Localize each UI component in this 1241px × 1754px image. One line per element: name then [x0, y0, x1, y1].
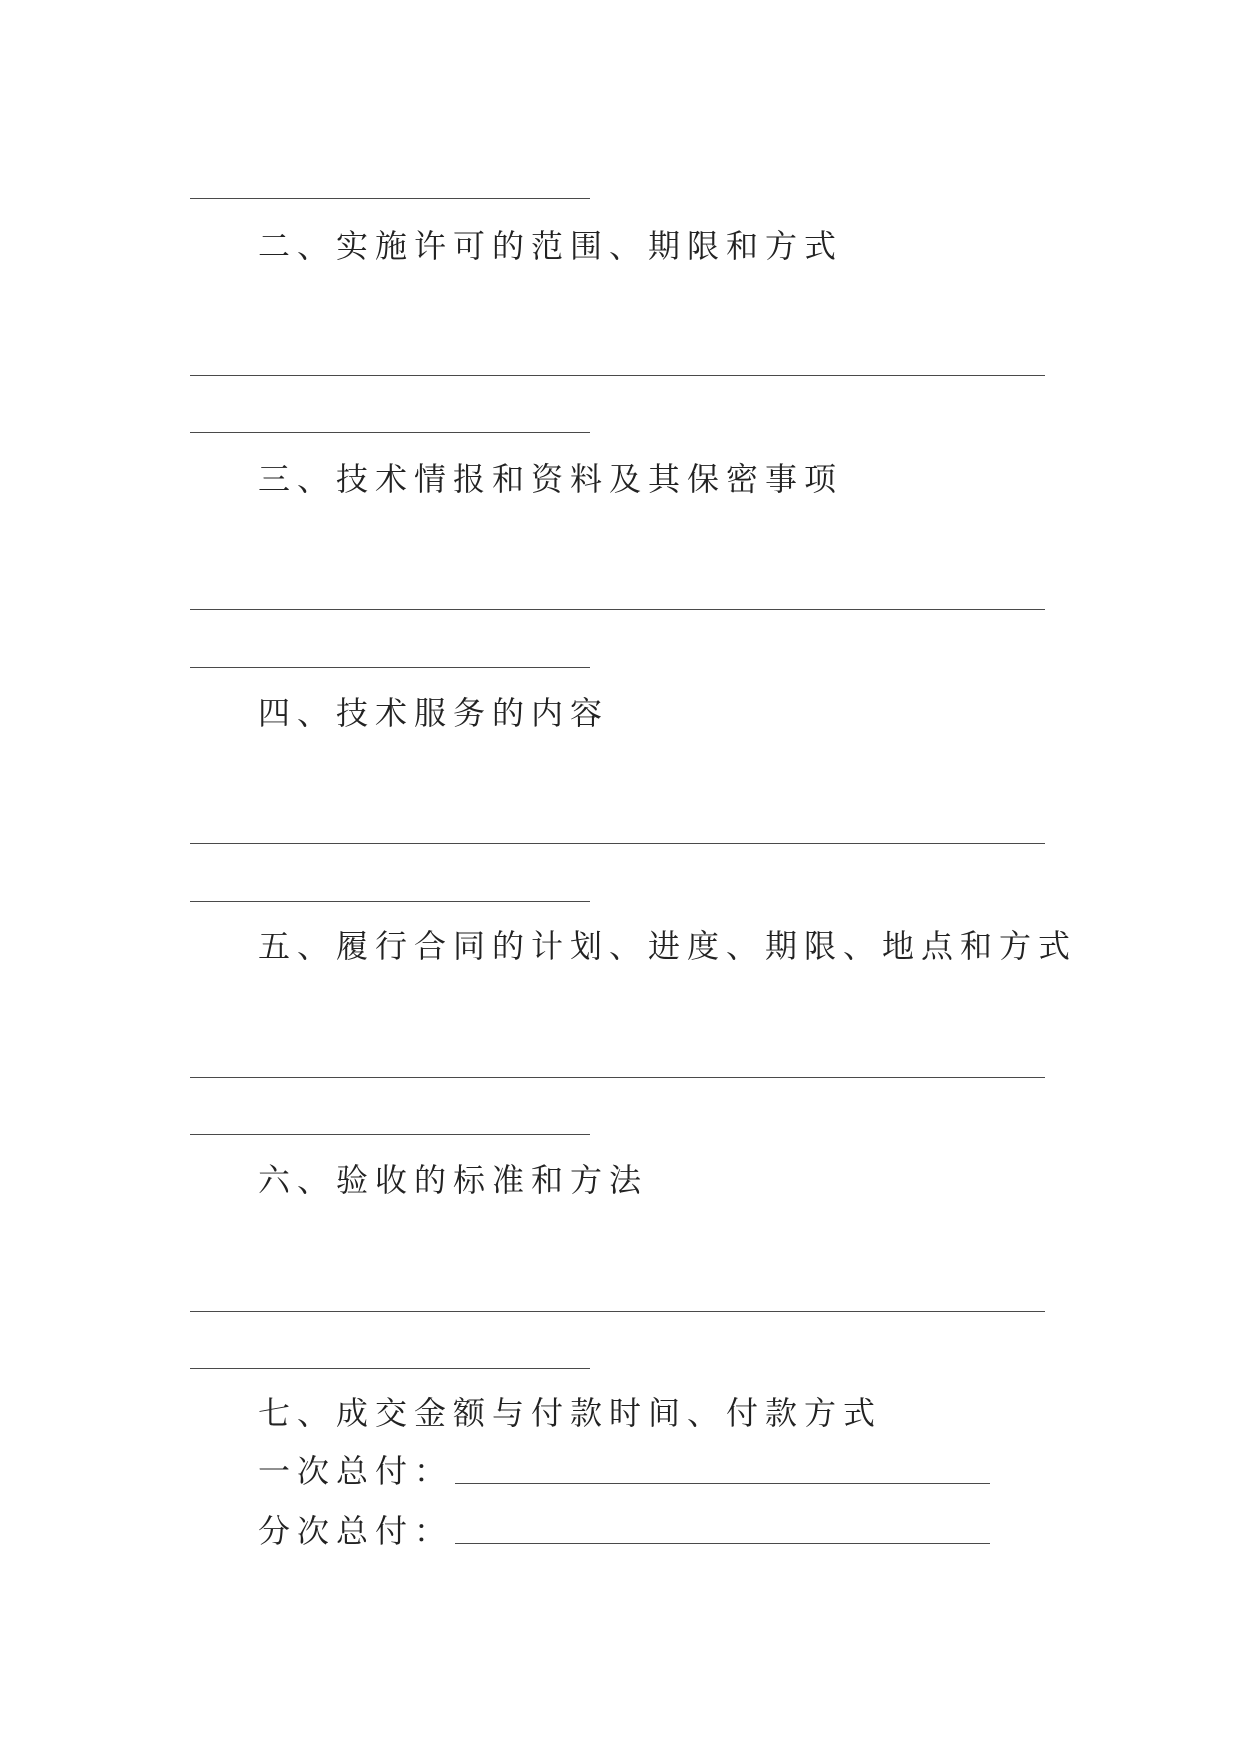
- blank-line: [190, 1368, 590, 1369]
- installment-payment-row: [258, 1511, 990, 1551]
- blank-line: [190, 843, 1045, 844]
- lump-sum-payment-row: [258, 1451, 990, 1491]
- section-heading: 二、实施许可的范围、期限和方式: [258, 227, 844, 265]
- section-heading: 六、验收的标准和方法: [258, 1161, 649, 1199]
- blank-line: [190, 901, 590, 902]
- blank-line: [190, 1134, 590, 1135]
- blank-line: [190, 609, 1045, 610]
- blank-line: [190, 667, 590, 668]
- section-heading: 五、履行合同的计划、进度、期限、地点和方式: [258, 927, 1078, 965]
- installment-payment-blank: [455, 1519, 990, 1544]
- blank-line: [190, 198, 590, 199]
- section-heading: 三、技术情报和资料及其保密事项: [258, 460, 844, 498]
- section-heading: 七、成交金额与付款时间、付款方式: [258, 1394, 883, 1432]
- blank-line: [190, 1311, 1045, 1312]
- blank-line: [190, 375, 1045, 376]
- lump-sum-payment-blank: [455, 1459, 990, 1484]
- lump-sum-payment-label: 一次总付：: [258, 1452, 454, 1490]
- blank-line: [190, 1077, 1045, 1078]
- section-heading: 四、技术服务的内容: [258, 694, 610, 732]
- blank-line: [190, 432, 590, 433]
- installment-payment-label: 分次总付：: [258, 1512, 454, 1550]
